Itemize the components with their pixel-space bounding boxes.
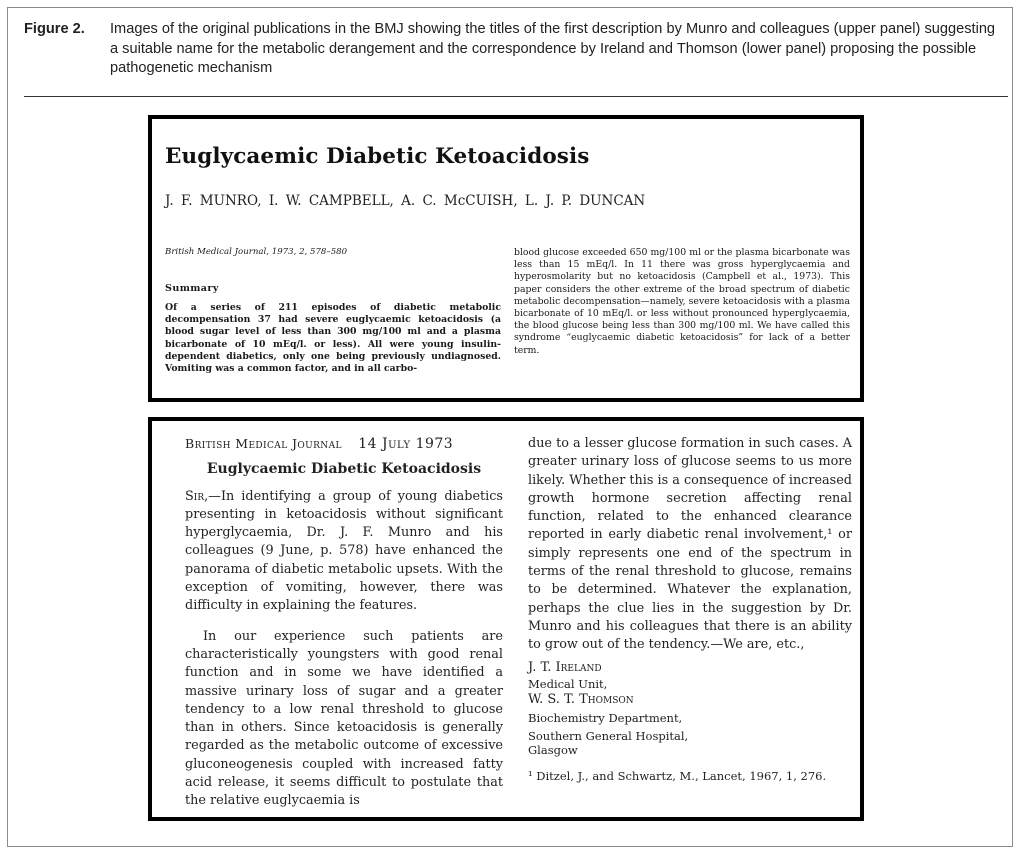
journal-header — [185, 435, 503, 453]
caption-divider — [24, 96, 1008, 97]
upper-panel-article-excerpt — [148, 115, 864, 402]
letter-paragraph-3: due to a lesser glucose formation in such cases. A greater urinary loss of glucose seems to us more likely. Whether this is a consequence of increased growth hormone secretion affecting renal function, related to the enhanced clearance reported in early diabetic renal involvement,¹ or simply represents one end of the spectrum in terms of the renal threshold to glucose, remains to be determined. Whatever the explanation, perhaps the clue lies in the suggestion by Dr. Munro and his colleagues that there is an ability to grow out of the tendency.—We are, etc., — [528, 436, 852, 653]
affiliation-medical-unit: Medical Unit, — [528, 676, 608, 691]
letter-title: Euglycaemic Diabetic Ketoacidosis — [206, 461, 482, 478]
letter-paragraph-2: In our experience such patients are characteristically youngsters with good renal function and in some we have identified a massive urinary loss of sugar and a greater tendency to a low renal threshold to glucose than in others. Since ketoacidosis is generally regarded as the metabolic outcome of excessive gluconeogenesis coupled with increased fatty acid release, it seems difficult to postulate that the relative euglycaemia is — [185, 628, 503, 809]
signature-ireland: J. T. Ireland — [528, 659, 602, 675]
journal-name: British Medical Journal — [185, 436, 342, 451]
issue-date: 14 July 1973 — [358, 436, 454, 452]
salutation: Sir, — [185, 488, 209, 504]
summary-text: Of a series of 211 episodes of diabetic metabolic decompensation 37 had severe euglycaemic ketoacidosis (a blood sugar level of less than 300 mg/100 ml and a plasma bicarbonate of 10 mEq/l. or less). All were young insulin-dependent diabetics, only one being previously undiagnosed. Vomiting was a common factor, and in all carbo- — [165, 302, 501, 375]
lower-panel-correspondence — [148, 417, 864, 821]
affiliation-hospital: Southern General Hospital, — [528, 729, 689, 744]
signature-thomson: W. S. T. Thomson — [528, 691, 634, 707]
affiliation-city: Glasgow — [528, 743, 578, 758]
figure-label: Figure 2. — [24, 21, 85, 37]
letter-left-column — [185, 435, 503, 811]
article-body-text: blood glucose exceeded 650 mg/100 ml or the plasma bicarbonate was less than 15 mEq/l. In 11 there was gross hyperglycaemia and hyperosmolarity but no ketoacidosis (Campbell et al., 1973). This paper considers the other extreme of the broad spectrum of diabetic metabolic decompensation—namely, severe ketoacidosis with a plasma bicarbonate of 10 mEq/l. or less without pronounced hyperglycaemia, the blood glucose being less than 300 mg/100 ml. We have called this syndrome “euglycaemic diabetic ketoacidosis” for lack of a better term. — [514, 247, 850, 356]
reference-footnote: ¹ Ditzel, J., and Schwartz, M., Lancet, 1967, 1, 276. — [528, 769, 827, 784]
figure-caption — [24, 20, 1004, 79]
affiliation-biochemistry: Biochemistry Department, — [528, 711, 683, 726]
letter-right-column — [528, 435, 852, 785]
summary-heading: Summary — [165, 283, 219, 294]
letter-paragraph-1: Sir,—In identifying a group of young diabetics presenting in ketoacidosis without significant hyperglycaemia, Dr. J. F. Munro and his colleagues (9 June, p. 578) have enhanced the panorama of diabetic metabolic upsets. With the exception of vomiting, however, there was difficulty in explaining the features. — [185, 488, 503, 614]
caption-text: Images of the original publications in the BMJ showing the titles of the first description by Munro and colleagues (upper panel) suggesting a suitable name for the metabolic derangement and the correspondence by Ireland and Thomson (lower panel) proposing the possible pathogenetic mechanism — [110, 21, 996, 76]
article-title: Euglycaemic Diabetic Ketoacidosis — [165, 144, 590, 169]
article-authors: J. F. MUNRO, I. W. CAMPBELL, A. C. McCUISH, L. J. P. DUNCAN — [165, 193, 646, 209]
article-citation: British Medical Journal, 1973, 2, 578–580 — [165, 247, 348, 257]
